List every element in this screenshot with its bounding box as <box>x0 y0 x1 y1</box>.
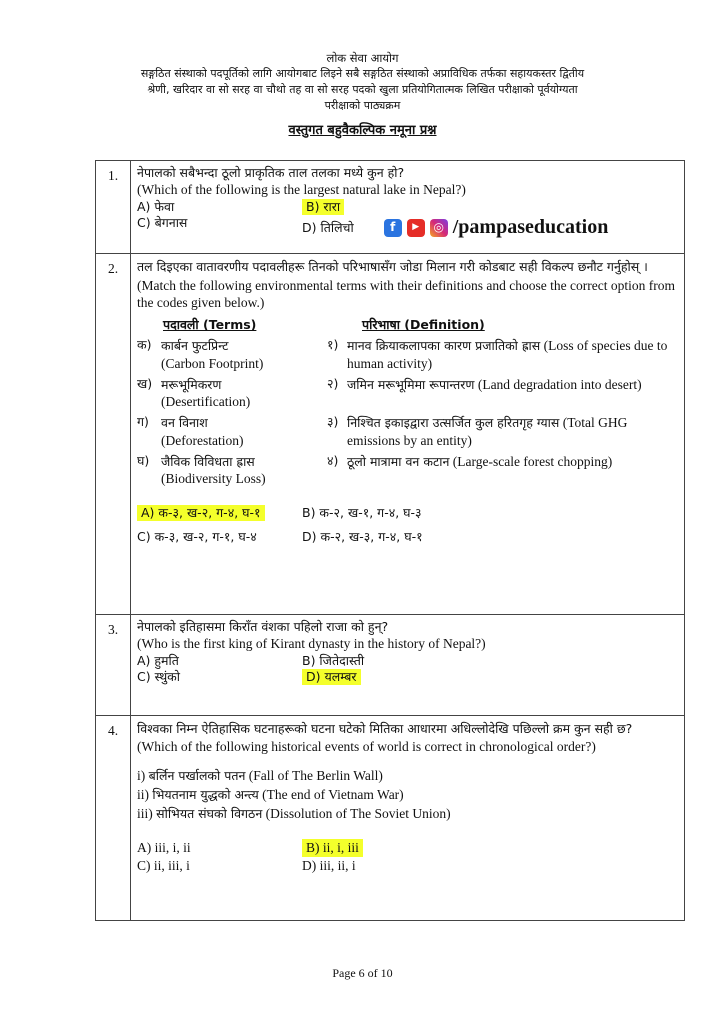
question-row <box>96 615 685 716</box>
questions-table <box>95 160 685 921</box>
terms-header: पदावली (Terms) <box>163 317 257 333</box>
youtube-icon[interactable]: ▶ <box>407 219 425 237</box>
question-number: 2. <box>96 254 131 615</box>
term-item: ख) मरूभूमिकरण (Desertification) <box>137 375 251 410</box>
definition-item: ४) ठूलो मात्रामा वन कटान (Large-scale forest chopping) <box>327 452 613 469</box>
option-a[interactable]: A) हुमति <box>137 653 179 669</box>
option-a[interactable]: A) फेवा <box>137 199 175 215</box>
event-list <box>137 767 678 824</box>
question-number: 1. <box>96 161 131 254</box>
section-subtitle: वस्तुगत बहुवैकल्पिक नमूना प्रश्न <box>288 123 437 138</box>
options <box>137 199 678 241</box>
option-b-answer[interactable]: B) ii, i, iii <box>302 839 363 856</box>
question-row <box>96 716 685 921</box>
definition-item: ३) निश्चित इकाइद्वारा उत्सर्जित कुल हरितगृह ग्यास (Total GHG emissions by an entity) <box>327 414 628 448</box>
options <box>137 653 678 685</box>
event-item: iii) सोभियत संघको विगठन (Dissolution of The Soviet Union) <box>137 805 451 821</box>
option-b[interactable]: B) क-२, ख-१, ग-४, घ-३ <box>302 505 422 521</box>
option-c[interactable]: C) क-३, ख-२, ग-१, घ-४ <box>137 529 257 545</box>
header-line-2: श्रेणी, खरिदार वा सो सरह वा चौथो तह वा सो सरह पदको खुला प्रतियोगितात्मक लिखित परीक्षाको पूर्वयोग्यता <box>147 83 578 96</box>
definitions-header: परिभाषा (Definition) <box>362 317 485 333</box>
match-table <box>137 317 678 487</box>
option-b[interactable]: B) जितेदास्ती <box>302 653 365 669</box>
option-a[interactable]: A) iii, i, ii <box>137 840 191 856</box>
option-b-answer[interactable]: B) रारा <box>302 199 344 215</box>
question-text-en: (Match the following environmental terms with their definitions and choose the correct option from the codes given below.) <box>137 277 675 311</box>
question-text-np: नेपालको इतिहासमा किराँत वंशका पहिलो राजा को हुन्? <box>137 619 389 634</box>
org-title: लोक सेवा आयोग <box>326 51 399 65</box>
option-c[interactable]: C) बेगनास <box>137 215 188 231</box>
definition-item: १) मानव क्रियाकलापका कारण प्रजातिको ह्रास (Loss of species due to human activity) <box>327 337 668 371</box>
event-item: i) बर्लिन पर्खालको पतन (Fall of The Berlin Wall) <box>137 767 383 783</box>
header-line-1: सङ्गठित संस्थाको पदपूर्तिको लागि आयोगबाट लिइने सबै सङ्गठित संस्थाको अप्राविधिक तर्फका सहायकस्तर द्वितीय <box>140 67 585 80</box>
question-text-np: नेपालको सबैभन्दा ठूलो प्राकृतिक ताल तलका मध्ये कुन हो? <box>137 165 405 180</box>
term-item: क) कार्बन फुटप्रिन्ट (Carbon Footprint) <box>137 337 264 371</box>
options <box>137 505 678 545</box>
definition-item: २) जमिन मरूभूमिमा रूपान्तरण (Land degradation into desert) <box>327 375 642 392</box>
question-body <box>131 716 685 921</box>
question-text-en: (Which of the following historical events of world is correct in chronological order?) <box>137 738 596 754</box>
option-a-answer[interactable]: A) क-३, ख-२, ग-४, घ-१ <box>137 505 265 521</box>
header-line-3: परीक्षाको पाठ्यक्रम <box>324 99 401 112</box>
term-item: ग) वन विनाश (Deforestation) <box>137 414 244 448</box>
option-d[interactable]: D) क-२, ख-३, ग-४, घ-१ <box>302 529 423 545</box>
term-item: घ) जैविक विविधता ह्रास (Biodiversity Loss) <box>137 452 266 487</box>
question-text-en: (Who is the first king of Kirant dynasty in the history of Nepal?) <box>137 636 486 651</box>
option-d[interactable]: D) तिलिचो <box>302 220 354 236</box>
option-d-answer[interactable]: D) यलम्बर <box>302 669 361 685</box>
social-handle[interactable]: /pampaseducation <box>452 216 609 239</box>
instagram-icon[interactable]: ◎ <box>430 219 448 237</box>
question-row <box>96 254 685 615</box>
question-number: 3. <box>96 615 131 716</box>
option-c[interactable]: C) स्थुंको <box>137 669 181 685</box>
page-number: Page 6 of 10 <box>332 966 393 980</box>
event-item: ii) भियतनाम युद्धको अन्त्य (The end of Vietnam War) <box>137 786 404 802</box>
question-text-np: विश्वका निम्न ऐतिहासिक घटनाहरूको घटना घटेको मितिका आधारमा अधिल्लोदेखि पछिल्लो क्रम कुन सही छ? <box>137 721 633 736</box>
question-text-en: (Which of the following is the largest natural lake in Nepal?) <box>137 182 466 197</box>
question-body <box>131 161 685 254</box>
question-body <box>131 254 685 615</box>
social-banner <box>384 215 609 241</box>
question-number: 4. <box>96 716 131 921</box>
options <box>137 839 678 874</box>
question-body <box>131 615 685 716</box>
facebook-icon[interactable]: f <box>384 219 402 237</box>
option-c[interactable]: C) ii, iii, i <box>137 857 190 873</box>
question-text-np: तल दिइएका वातावरणीय पदावलीहरू तिनको परिभाषासँग जोडा मिलान गरी कोडबाट सही विकल्प छनौट गर्नुहोस् । <box>137 259 648 274</box>
option-d[interactable]: D) iii, ii, i <box>302 857 356 873</box>
question-row <box>96 161 685 254</box>
